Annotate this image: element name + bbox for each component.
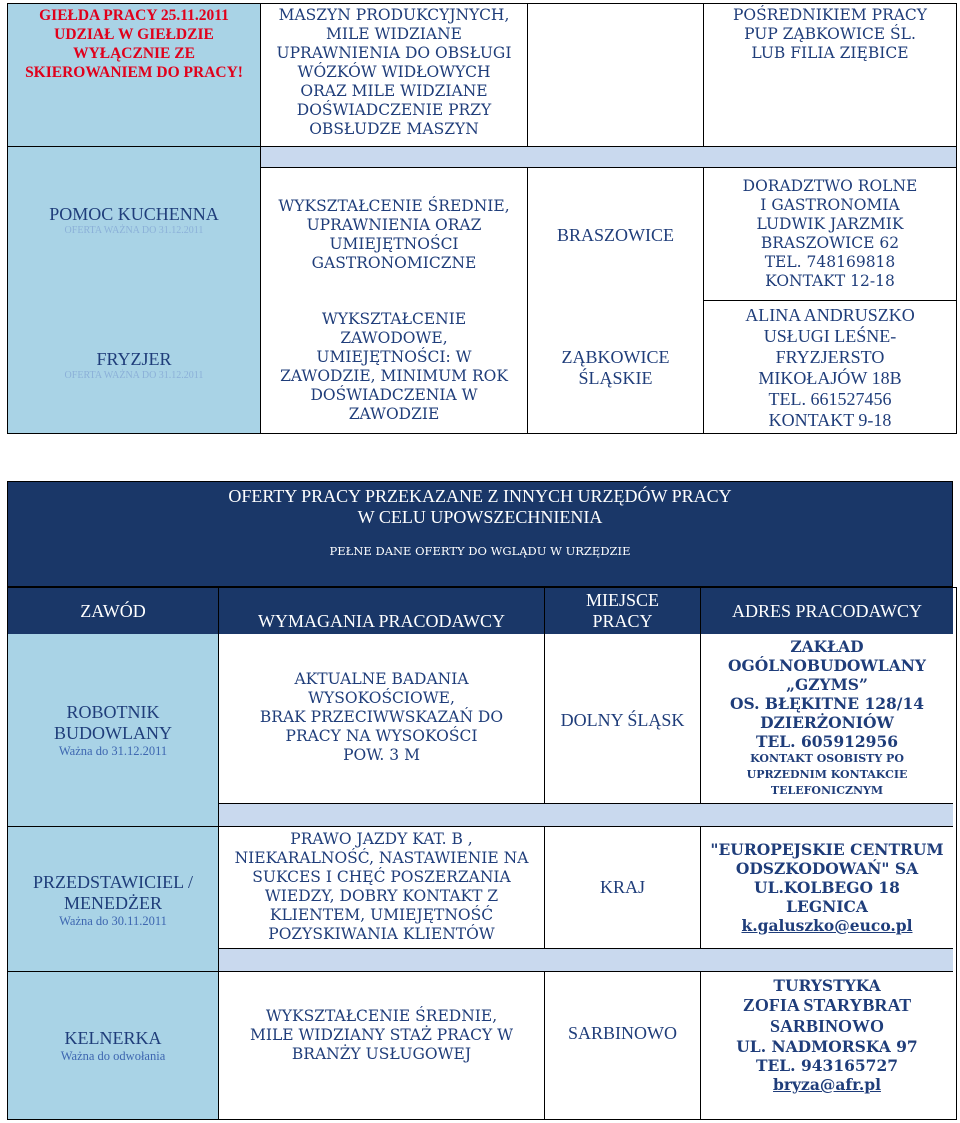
fair-title: GIEŁDA PRACY 25.11.2011	[39, 7, 229, 24]
text-line: MIKOŁAJÓW 18B	[758, 367, 902, 388]
text-line: DORADZTWO ROLNE	[742, 177, 918, 195]
place-cell	[528, 345, 703, 391]
col-header-label: MIEJSCE PRACY	[585, 590, 659, 631]
col-header-label: ADRES PRACODAWCY	[731, 600, 923, 621]
text-line: DZIERŻONIÓW	[760, 713, 894, 732]
text-line: I GASTRONOMIA	[760, 196, 900, 214]
row-band	[219, 803, 953, 826]
text-line: UMIEJĘTNOŚCI	[329, 235, 459, 253]
text-line: PUP ZĄBKOWICE ŚL.	[744, 25, 916, 43]
text-line: UMIEJĘTNOŚCI: W	[316, 348, 472, 366]
place-cell	[528, 215, 703, 255]
text-line: OBSŁUDZE MASZYN	[309, 120, 479, 138]
text-line: USŁUGI LEŚNE-	[763, 325, 897, 346]
place-cell	[545, 1018, 700, 1048]
employer-cell	[701, 634, 953, 802]
requirements-cell	[261, 4, 527, 146]
text-line: MILE WIDZIANE	[326, 25, 462, 43]
row-band	[219, 948, 953, 971]
employer-email-link[interactable]: k.galuszko@euco.pl	[741, 915, 913, 935]
text-line: UL. NADMORSKA 97	[736, 1037, 918, 1056]
job-validity: Ważna do odwołania	[60, 1049, 166, 1063]
text-line: POW. 3 M	[343, 745, 420, 764]
divider	[704, 300, 956, 301]
text-line: MASZYN PRODUKCYJNYCH,	[278, 6, 510, 24]
text-line: WIEDZY, DOBRY KONTAKT Z	[264, 887, 499, 905]
text-line: ZAWODOWE,	[340, 329, 448, 347]
text-line: POŚREDNIKIEM PRACY	[732, 6, 928, 24]
job-validity: Ważna do 31.12.2011	[58, 743, 168, 758]
text-line: TEL. 943165727	[755, 1056, 899, 1075]
banner-subtitle: W CELU UPOWSZECHNIENIA	[357, 507, 603, 527]
job-cell	[8, 340, 260, 390]
employer-cell	[704, 302, 956, 433]
text-line: WYSOKOŚCIOWE,	[308, 688, 455, 707]
fair-note-line: WYŁĄCZNIE ZE	[73, 45, 195, 62]
employer-cell	[701, 833, 953, 941]
text-line: SUKCES I CHĘĆ POSZERZANIA	[252, 868, 511, 886]
text-line: ZAKŁAD	[790, 637, 864, 656]
text-line: POZYSKIWANIA KLIENTÓW	[268, 925, 495, 943]
text-line: TEL. 748169818	[764, 253, 896, 271]
place-name: ZĄBKOWICE ŚLĄSKIE	[561, 347, 670, 388]
job-title: BUDOWLANY	[54, 722, 172, 743]
text-line: KONTAKT OSOBISTY PO	[750, 752, 904, 765]
text-line: WYKSZTAŁCENIE ŚREDNIE,	[278, 197, 510, 215]
divider	[219, 948, 953, 949]
text-line: FRYZJERSTO	[775, 346, 885, 367]
place-cell	[545, 872, 700, 902]
text-line: AKTUALNE BADANIA	[294, 669, 469, 688]
fair-note-line: SKIEROWANIEM DO PRACY!	[25, 64, 243, 81]
banner-title: OFERTY PRACY PRZEKAZANE Z INNYCH URZĘDÓW PRACY	[228, 486, 732, 506]
requirements-cell	[261, 190, 527, 280]
text-line: GASTRONOMICZNE	[311, 254, 477, 272]
text-line: LUDWIK JARZMIK	[756, 215, 904, 233]
employer-cell	[701, 972, 953, 1098]
text-line: NIEKARALNOŚĆ, NASTAWIENIE NA	[234, 849, 529, 867]
text-line: PRACY NA WYSOKOŚCI	[285, 726, 478, 745]
text-line: LEGNICA	[786, 896, 868, 916]
job-title: FRYZJER	[96, 349, 172, 369]
job-cell	[8, 868, 218, 932]
text-line: KLIENTEM, UMIEJĘTNOŚĆ	[269, 906, 494, 924]
text-line: WYKSZTAŁCENIE ŚREDNIE,	[265, 1006, 498, 1025]
text-line: ZAWODZIE, MINIMUM ROK	[280, 367, 508, 385]
text-line: "EUROPEJSKIE CENTRUM	[710, 839, 944, 859]
job-cell	[8, 695, 218, 765]
text-line: DOŚWIADCZENIA W	[310, 386, 478, 404]
col-header-employer	[701, 588, 953, 634]
text-line: MILE WIDZIANY STAŻ PRACY W	[249, 1025, 514, 1044]
row-band	[261, 147, 956, 167]
text-line: LUB FILIA ZIĘBICE	[751, 44, 909, 62]
text-line: WÓZKÓW WIDŁOWYCH	[297, 63, 491, 81]
place-name: DOLNY ŚLĄSK	[560, 709, 685, 730]
job-validity: Ważna do 30.11.2011	[59, 913, 167, 928]
job-title: MENEDŻER	[64, 892, 162, 913]
text-line: ZAWODZIE	[348, 405, 440, 423]
col-header-label: WYMAGANIA PRACODAWCY	[257, 611, 506, 631]
place-cell	[545, 705, 700, 735]
text-line: ORAZ MILE WIDZIANE	[300, 82, 488, 100]
text-line: PRAWO JAZDY KAT. B ,	[290, 830, 473, 848]
fair-notice-cell	[8, 4, 260, 146]
text-line: TEL. 661527456	[768, 388, 892, 409]
banner-note: PEŁNE DANE OFERTY DO WGLĄDU W URZĘDZIE	[329, 544, 631, 558]
text-line: UPRAWNIENIA ORAZ	[306, 216, 482, 234]
text-line: TEL. 605912956	[755, 732, 899, 751]
job-title: ROBOTNIK	[66, 701, 160, 722]
col-header-requirements	[219, 588, 544, 634]
text-line: UL.KOLBEGO 18	[754, 877, 900, 897]
text-line: DOŚWIADCZENIE PRZY	[296, 101, 492, 119]
requirements-cell	[261, 306, 527, 428]
text-line: BRANŻY USŁUGOWEJ	[291, 1044, 472, 1063]
text-line: OS. BŁĘKITNE 128/14	[729, 694, 925, 713]
employer-email-link[interactable]: bryza@afr.pl	[773, 1075, 881, 1094]
text-line: ZOFIA STARYBRAT	[742, 995, 912, 1015]
text-line: OGÓLNOBUDOWLANY	[728, 656, 926, 675]
text-line: BRASZOWICE 62	[760, 234, 900, 252]
text-line: TURYSTYKA	[773, 976, 881, 995]
col-header-job	[8, 588, 218, 634]
text-line: KONTAKT 9-18	[768, 409, 892, 430]
divider	[219, 803, 953, 804]
text-line: UPRAWNIENIA DO OBSŁUGI	[276, 44, 512, 62]
text-line: BRAK PRZECIWWSKAZAŃ DO	[259, 707, 504, 726]
contact-cell	[704, 4, 956, 146]
text-line: SARBINOWO	[769, 1016, 885, 1036]
employer-cell	[704, 168, 956, 300]
col-header-place	[545, 588, 700, 634]
job-validity: OFERTA WAŻNA DO 31.12.2011	[64, 370, 204, 381]
requirements-cell	[219, 827, 544, 947]
fair-note-line: UDZIAŁ W GIEŁDZIE	[54, 26, 214, 43]
place-name: KRAJ	[599, 876, 645, 897]
requirements-cell	[219, 1000, 544, 1070]
text-line: ODSZKODOWAŃ" SA	[735, 858, 919, 878]
text-line: „GZYMS”	[786, 675, 868, 694]
offers-banner	[7, 481, 953, 587]
job-title: POMOC KUCHENNA	[49, 204, 219, 224]
text-line: UPRZEDNIM KONTAKCIE	[746, 768, 908, 781]
job-validity: OFERTA WAŻNA DO 31.12.2011	[64, 225, 204, 236]
col-header-label: ZAWÓD	[80, 600, 146, 621]
place-name: BRASZOWICE	[557, 224, 674, 245]
place-name: SARBINOWO	[567, 1022, 677, 1043]
requirements-cell	[219, 664, 544, 770]
job-title: PRZEDSTAWICIEL /	[33, 871, 193, 892]
job-title: KELNERKA	[64, 1028, 162, 1048]
job-cell	[8, 1024, 218, 1068]
text-line: KONTAKT 12-18	[765, 272, 895, 290]
text-line: TELEFONICZNYM	[770, 784, 884, 797]
text-line: WYKSZTAŁCENIE	[321, 310, 467, 328]
job-cell	[8, 190, 260, 250]
text-line: ALINA ANDRUSZKO	[745, 304, 915, 325]
